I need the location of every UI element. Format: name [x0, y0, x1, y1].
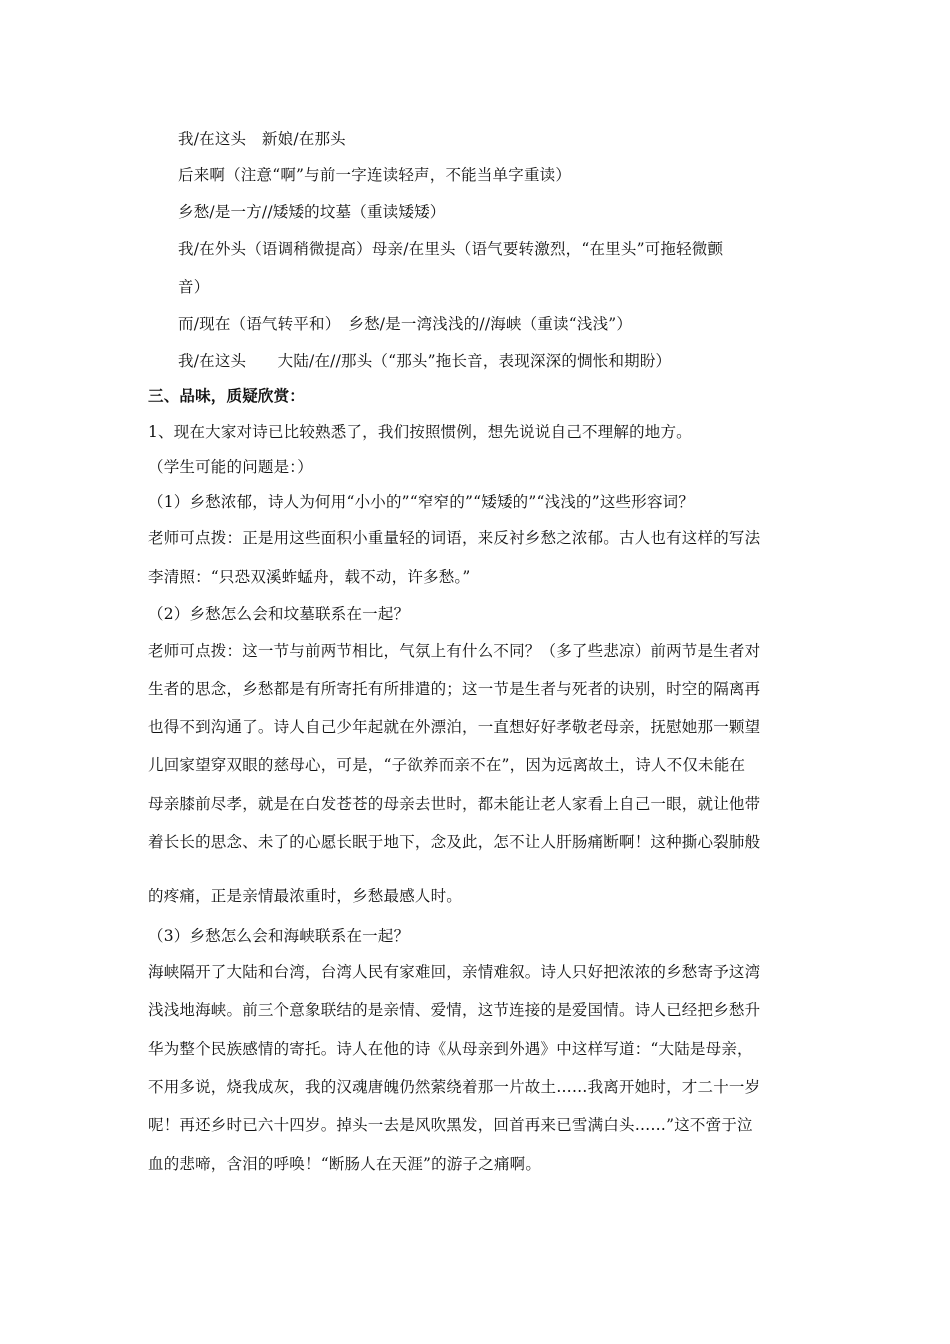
body-line: 浅浅地海峡。前三个意象联结的是亲情、爱情，这节连接的是爱国情。诗人已经把乡愁升 [148, 1001, 761, 1019]
body-line: 李清照：“只恐双溪蚱蜢舟，载不动，许多愁。” [148, 568, 471, 586]
reading-line-4: 我/在外头（语调稍微提高）母亲/在里头（语气要转激烈，“在里头”可拖轻微颤 [178, 240, 724, 258]
body-line: 母亲膝前尽孝，就是在白发苍苍的母亲去世时，都未能让老人家看上自己一眼，就让他带 [148, 795, 761, 813]
body-line: 呢！再还乡时已六十四岁。掉头一去是风吹黑发，回首再来已雪满白头……”这不啻于泣 [148, 1116, 753, 1134]
body-line: 不用多说，烧我成灰，我的汉魂唐魄仍然萦绕着那一片故土……我离开她时，才二十一岁 [148, 1078, 761, 1096]
body-line: 着长长的思念、未了的心愿长眠于地下，念及此，怎不让人肝肠痛断啊！这种撕心裂肺般 [148, 833, 761, 851]
reading-line-5: 音） [178, 278, 210, 296]
reading-line-3: 乡愁/是一方//矮矮的坟墓（重读矮矮） [178, 203, 446, 221]
body-line: 老师可点拨：正是用这些面积小重量轻的词语，来反衬乡愁之浓郁。古人也有这样的写法 [148, 529, 761, 547]
body-line: 1、现在大家对诗已比较熟悉了，我们按照惯例，想先说说自己不理解的地方。 [148, 423, 692, 441]
reading-line-6: 而/现在（语气转平和） 乡愁/是一湾浅浅的//海峡（重读“浅浅”） [178, 315, 633, 333]
body-line: （1）乡愁浓郁，诗人为何用“小小的”“窄窄的”“矮矮的”“浅浅的”这些形容词？ [148, 493, 695, 511]
reading-line-2: 后来啊（注意“啊”与前一字连读轻声，不能当单字重读） [178, 166, 572, 184]
body-line: 海峡隔开了大陆和台湾，台湾人民有家难回，亲情难叙。诗人只好把浓浓的乡愁寄予这湾 [148, 963, 761, 981]
body-line: 的疼痛，正是亲情最浓重时，乡愁最感人时。 [148, 887, 463, 905]
reading-line-7: 我/在这头 大陆/在//那头（“那头”拖长音，表现深深的惆怅和期盼） [178, 352, 672, 370]
section-heading: 三、品味，质疑欣赏： [148, 387, 306, 405]
body-line: 华为整个民族感情的寄托。诗人在他的诗《从母亲到外遇》中这样写道：“大陆是母亲， [148, 1040, 753, 1058]
body-line: （2）乡愁怎么会和坟墓联系在一起？ [148, 605, 410, 623]
body-line: 也得不到沟通了。诗人自己少年起就在外漂泊，一直想好好孝敬老母亲，抚慰她那一颗望 [148, 718, 761, 736]
reading-line-1: 我/在这头 新娘/在那头 [178, 130, 346, 148]
body-line: （3）乡愁怎么会和海峡联系在一起？ [148, 927, 410, 945]
body-line: 儿回家望穿双眼的慈母心，可是，“子欲养而亲不在”，因为远离故土，诗人不仅未能在 [148, 756, 746, 774]
body-line: （学生可能的问题是：） [148, 458, 313, 476]
body-line: 老师可点拨：这一节与前两节相比，气氛上有什么不同？（多了些悲凉）前两节是生者对 [148, 642, 761, 660]
body-line: 生者的思念，乡愁都是有所寄托有所排遣的；这一节是生者与死者的诀别，时空的隔离再 [148, 680, 761, 698]
body-line: 血的悲啼，含泪的呼唤！“断肠人在天涯”的游子之痛啊。 [148, 1155, 542, 1173]
